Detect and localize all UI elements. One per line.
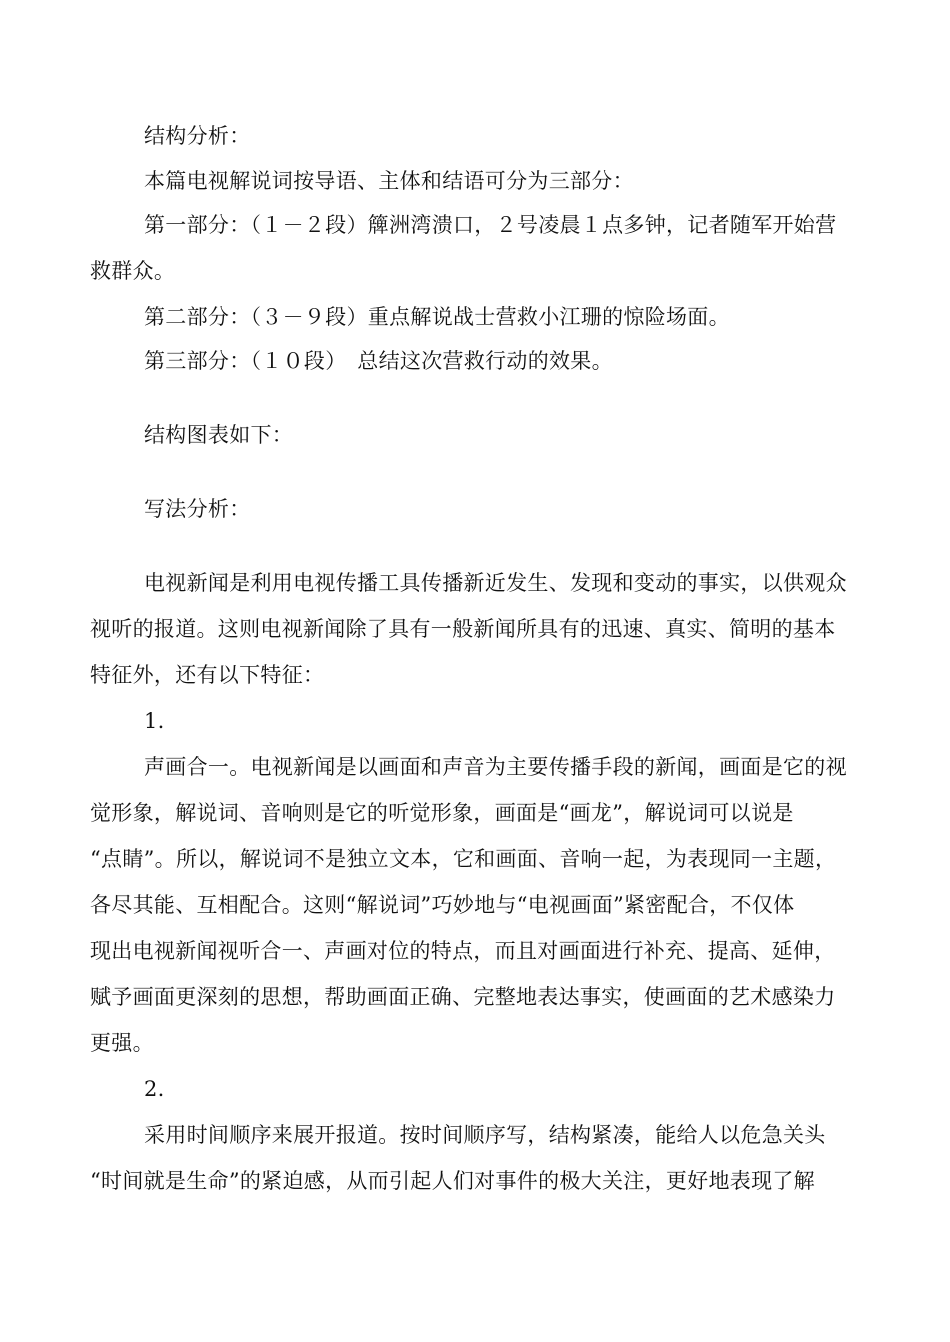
paragraph-1-line-1: 电视新闻是利用电视传播工具传播新近发生、发现和变动的事实，以供观众 [144, 571, 847, 595]
structure-heading: 结构分析： [144, 124, 251, 148]
list-number-1: 1. [144, 709, 165, 733]
paragraph-1-line-3: 特征外，还有以下特征： [90, 663, 325, 687]
chart-heading: 结构图表如下： [144, 423, 294, 447]
paragraph-2-line-2: 觉形象，解说词、音响则是它的听觉形象，画面是“画龙”，解说词可以说是 [90, 801, 794, 825]
intro-text: 本篇电视解说词按导语、主体和结语可分为三部分： [144, 169, 634, 193]
part-one-line-1: 第一部分：（１－２段）簰洲湾溃口，２号凌晨１点多钟，记者随军开始营 [144, 213, 837, 237]
paragraph-2-line-4: 各尽其能、互相配合。这则“解说词”巧妙地与“电视画面”紧密配合，不仅体 [90, 893, 795, 917]
paragraph-2-line-6: 赋予画面更深刻的思想，帮助画面正确、完整地表达事实，使画面的艺术感染力 [90, 985, 836, 1009]
paragraph-3-line-1: 采用时间顺序来展开报道。按时间顺序写，结构紧凑，能给人以危急关头 [144, 1123, 826, 1147]
part-two-text: 第二部分：（３－９段）重点解说战士营救小江珊的惊险场面。 [144, 305, 730, 329]
paragraph-3-line-2: “时间就是生命”的紧迫感，从而引起人们对事件的极大关注，更好地表现了解 [90, 1169, 815, 1193]
part-one-line-2: 救群众。 [90, 259, 176, 283]
paragraph-2-line-1: 声画合一。电视新闻是以画面和声音为主要传播手段的新闻，画面是它的视 [144, 755, 847, 779]
paragraph-2-line-7: 更强。 [90, 1031, 154, 1055]
paragraph-1-line-2: 视听的报道。这则电视新闻除了具有一般新闻所具有的迅速、真实、简明的基本 [90, 617, 836, 641]
paragraph-2-line-3: “点睛”。所以，解说词不是独立文本，它和画面、音响一起，为表现同一主题， [90, 847, 837, 871]
list-number-2: 2. [144, 1077, 165, 1101]
paragraph-2-line-5: 现出电视新闻视听合一、声画对位的特点，而且对画面进行补充、提高、延伸， [90, 939, 836, 963]
part-three-text: 第三部分：（１０段） 总结这次营救行动的效果。 [144, 349, 613, 373]
writing-heading: 写法分析： [144, 497, 251, 521]
